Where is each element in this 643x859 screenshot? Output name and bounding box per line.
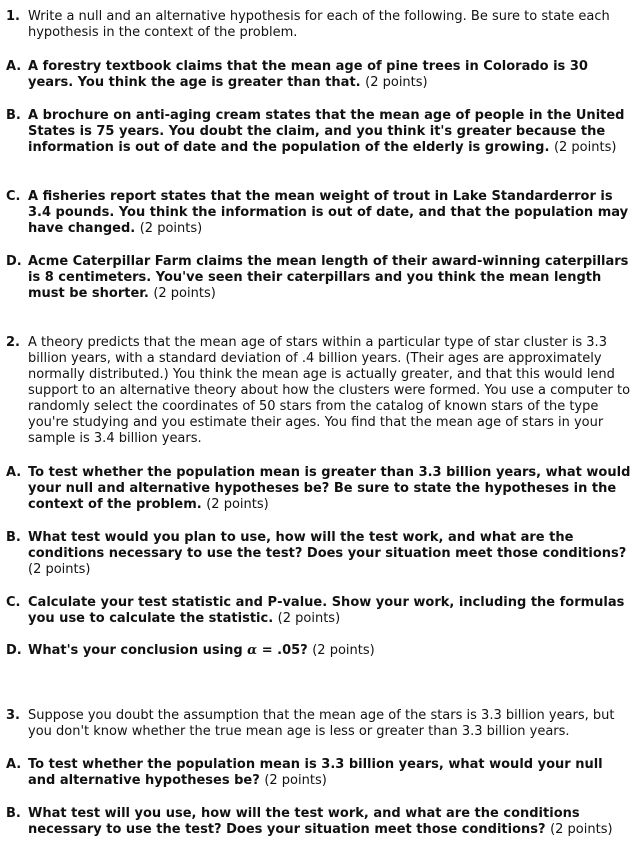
question-2-part-b	[6, 530, 634, 578]
p-value-symbol: P	[267, 595, 278, 610]
part-letter: C.	[6, 189, 21, 204]
question-1-part-d	[6, 254, 634, 302]
points-label: (2 points)	[277, 611, 341, 626]
question-number: 1.	[6, 9, 20, 24]
points-label: (2 points)	[139, 221, 203, 236]
points-label: (2 points)	[365, 75, 428, 90]
part-letter: A.	[6, 757, 22, 772]
part-letter: D.	[6, 254, 22, 269]
question-2-part-a	[6, 465, 634, 513]
points-label: (2 points)	[550, 822, 613, 837]
part-letter: C.	[6, 595, 21, 610]
question-3	[6, 708, 634, 740]
part-letter: D.	[6, 643, 22, 658]
question-1-part-a	[6, 59, 634, 91]
part-text: A brochure on anti-aging cream states that the mean age of people in the United States is 75 years. You doubt the claim, and you think it's greater because the information is out of date and the population of the elderly is growing.	[28, 108, 625, 155]
part-letter: A.	[6, 59, 22, 74]
question-1-part-b	[6, 108, 634, 156]
part-text: A fisheries report states that the mean weight of trout in Lake Standarderror is 3.4 pounds. You think the information is out of date, and that the population may have changed.	[28, 189, 629, 236]
question-text: Write a null and an alternative hypothesis for each of the following. Be sure to state each hypothesis in the context of the problem.	[28, 9, 610, 40]
question-number: 3.	[6, 708, 20, 723]
part-text: To test whether the population mean is greater than 3.3 billion years, what would your null and alternative hypotheses be? Be sure to state the hypotheses in the context of the problem.	[28, 465, 631, 512]
part-letter: B.	[6, 806, 21, 821]
points-label: (2 points)	[264, 773, 327, 788]
points-label: (2 points)	[312, 643, 375, 658]
question-text: Suppose you doubt the assumption that the mean age of the stars is 3.3 billion years, but you don't know whether the true mean age is less or greater than 3.3 billion years.	[28, 708, 615, 739]
question-2	[6, 335, 634, 447]
part-text: What test will you use, how will the test work, and what are the conditions necessary to use the test? Does your situation meet those conditions?	[28, 806, 580, 837]
part-text: A forestry textbook claims that the mean age of pine trees in Colorado is 30 years. You think the age is greater than that.	[28, 59, 588, 90]
part-text: To test whether the population mean is 3.3 billion years, what would your null and alternative hypotheses be?	[28, 757, 603, 788]
question-number: 2.	[6, 335, 20, 350]
part-text-start: What's your conclusion using	[28, 643, 248, 658]
part-letter: A.	[6, 465, 22, 480]
question-1-part-c	[6, 189, 634, 237]
points-label: (2 points)	[553, 140, 617, 155]
points-label: (2 points)	[153, 286, 216, 301]
question-3-part-a	[6, 757, 634, 789]
question-text: A theory predicts that the mean age of stars within a particular type of star cluster is 3.3 billion years, with a standard deviation of .4 billion years. (Their ages are approximately normally distributed.) You think the mean age is actually greater, and that this would lend support to an alternative theory about how the clusters were formed. You use a computer to randomly select the coordinates of 50 stars from the catalog of known stars of the type you're studying and you estimate their ages. You find that the mean age of stars in your sample is 3.4 billion years.	[28, 335, 631, 446]
part-text-end: = .05?	[257, 643, 308, 658]
question-1	[6, 9, 634, 41]
part-text-start: Calculate your test statistic and	[28, 595, 268, 610]
points-label: (2 points)	[28, 562, 91, 577]
points-label: (2 points)	[206, 497, 269, 512]
part-text: Acme Caterpillar Farm claims the mean length of their award-winning caterpillars is 8 centimeters. You've seen their caterpillars and you think the mean length must be shorter.	[28, 254, 629, 301]
part-letter: B.	[6, 108, 21, 123]
alpha-symbol: α	[247, 643, 258, 658]
question-2-part-c	[6, 595, 634, 627]
part-text: What test would you plan to use, how will the test work, and what are the conditions necessary to use the test? Does your situation meet those conditions?	[28, 530, 627, 561]
part-letter: B.	[6, 530, 21, 545]
question-2-part-d	[6, 643, 634, 659]
question-3-part-b	[6, 806, 634, 838]
part-text-end: -value. Show your work, including the formulas you use to calculate the statistic.	[28, 595, 625, 626]
